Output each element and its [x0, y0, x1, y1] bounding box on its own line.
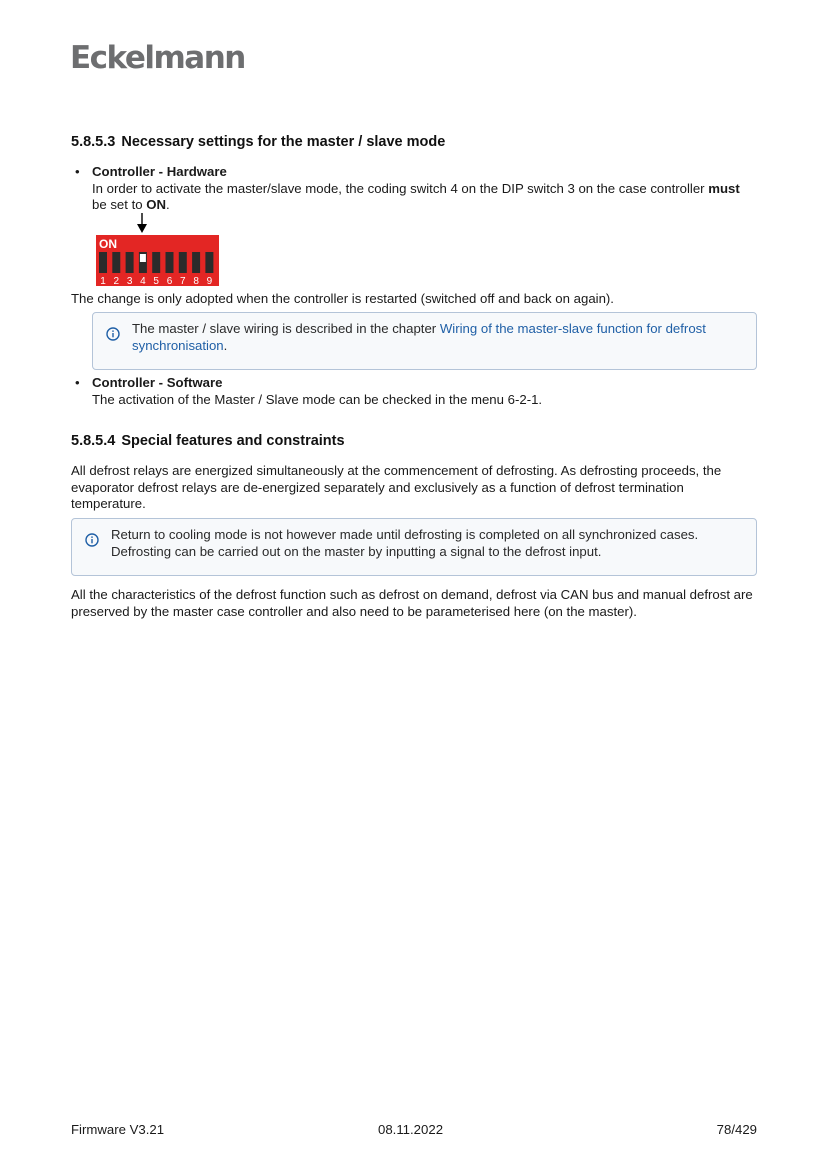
- list-item-hardware: [71, 164, 757, 214]
- dip-switch-number-3: 3: [126, 276, 133, 287]
- dip-switch-number-8: 8: [193, 276, 199, 287]
- dip-switch-diagram: [96, 212, 220, 287]
- dip-switch-number-1: 1: [100, 276, 106, 287]
- section-heading-5-8-5-4: 5.8.5.4 Special features and constraints: [71, 433, 345, 449]
- eckelmann-logo: Eckelmann: [70, 40, 245, 76]
- software-heading: Controller - Software: [92, 375, 223, 390]
- dip-switch-knob-3: [127, 264, 133, 272]
- dip-on-label: ON: [99, 237, 117, 251]
- dip-switch-number-2: 2: [113, 276, 120, 287]
- wiring-chapter-link[interactable]: Wiring of the master-slave function for defrost synchronisation: [132, 321, 706, 353]
- info-icon: [106, 327, 120, 341]
- section-heading-5-8-5-3: 5.8.5.3 Necessary settings for the master / slave mode: [71, 134, 446, 150]
- dip-switch-slots: [99, 252, 213, 273]
- dip-switch-knob-7: [180, 264, 186, 272]
- defrost-relays-paragraph: All defrost relays are energized simultaneously at the commencement of defrosting. As defrosting proceeds, the evaporator defrost relays are de-energized separately and exclusively as a function of defrost termination temperature.: [71, 463, 722, 511]
- info-box-cooling: [71, 518, 757, 576]
- dip-switch-number-6: 6: [166, 276, 173, 287]
- info-box-wiring: [92, 312, 757, 370]
- hardware-heading: Controller - Hardware: [92, 164, 227, 179]
- footer-firmware: Firmware V3.21: [71, 1122, 165, 1137]
- dip-switch-knob-9: [206, 264, 212, 272]
- dip-switch-knob-8: [193, 264, 199, 272]
- dip-switch-knob-2: [113, 264, 119, 272]
- dip-switch-number-4: 4: [140, 276, 146, 287]
- info-text-wiring: The master / slave wiring is described in the chapter Wiring of the master-slave function for defrost synchronisation.: [132, 321, 706, 353]
- software-text: The activation of the Master / Slave mode can be checked in the menu 6-2-1.: [92, 391, 543, 407]
- info-text-cooling: Return to cooling mode is not however made until defrosting is completed on all synchronized cases. Defrosting can be carried out on the master by inputting a signal to the defrost input.: [111, 527, 699, 559]
- info-icon: [85, 533, 99, 547]
- dip-switch-number-7: 7: [180, 276, 186, 287]
- dip-switch-numbers: [100, 276, 212, 287]
- bullet-icon: •: [75, 375, 80, 390]
- dip-switch-knob-6: [167, 264, 173, 272]
- down-arrow-icon: [137, 213, 147, 233]
- dip-switch-number-9: 9: [206, 276, 213, 287]
- footer-date: 08.11.2022: [378, 1122, 444, 1137]
- dip-switch-knob-5: [153, 264, 159, 272]
- dip-switch-number-5: 5: [153, 276, 159, 287]
- restart-note: The change is only adopted when the controller is restarted (switched off and back on again).: [71, 291, 614, 306]
- list-item-software: [71, 375, 757, 408]
- dip-switch-knob-4: [140, 254, 146, 262]
- footer-page-number: 78/429: [716, 1122, 757, 1137]
- characteristics-paragraph: All the characteristics of the defrost function such as defrost on demand, defrost via CAN bus and manual defrost are preserved by the master case controller and also need to be parameterised here (on the master).: [71, 587, 753, 619]
- dip-switch-knob-1: [100, 264, 106, 272]
- bullet-icon: •: [75, 164, 80, 179]
- hardware-text: In order to activate the master/slave mode, the coding switch 4 on the DIP switch 3 on the case controller must be set to ON.: [92, 180, 740, 212]
